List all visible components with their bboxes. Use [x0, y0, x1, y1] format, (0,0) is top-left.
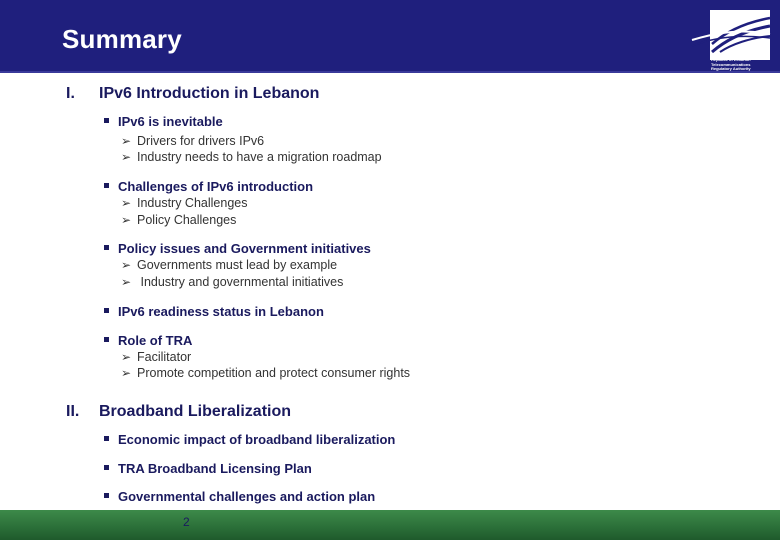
- bullet-item: [104, 114, 223, 129]
- bullet-text: IPv6 readiness status in Lebanon: [118, 304, 324, 319]
- bullet-text: Economic impact of broadband liberalization: [118, 432, 396, 447]
- bullet-item: [104, 179, 313, 194]
- sub-bullet-item: [121, 258, 337, 272]
- sub-bullet-item: [121, 213, 236, 227]
- sub-bullet-text: Promote competition and protect consumer rights: [137, 366, 411, 380]
- bullet-item: [104, 461, 312, 476]
- page-number: 2: [183, 515, 190, 529]
- tra-logo-text: [711, 58, 773, 72]
- sub-bullet-text: Policy Challenges: [137, 213, 237, 227]
- arrow-bullet-icon: ➢: [121, 258, 132, 272]
- bullet-text: Governmental challenges and action plan: [118, 489, 376, 504]
- section-numeral: I.: [66, 85, 75, 102]
- sub-bullet-text: Industry and governmental initiatives: [137, 275, 344, 289]
- logo-text-line: Republic of Lebanon: [711, 57, 751, 62]
- square-bullet-icon: [104, 465, 109, 470]
- bullet-text: Role of TRA: [118, 333, 193, 348]
- arrow-bullet-icon: ➢: [121, 366, 132, 380]
- square-bullet-icon: [104, 118, 109, 123]
- sub-bullet-item: [121, 275, 343, 289]
- bullet-item: [104, 304, 324, 319]
- sub-bullet-text: Industry needs to have a migration roadmap: [137, 150, 382, 164]
- sub-bullet-text: Governments must lead by example: [137, 258, 338, 272]
- square-bullet-icon: [104, 337, 109, 342]
- footer-bar: [0, 510, 780, 540]
- bullet-text: TRA Broadband Licensing Plan: [118, 461, 312, 476]
- section-title: Broadband Liberalization: [99, 403, 292, 420]
- sub-bullet-text: Facilitator: [137, 350, 192, 364]
- logo-text-line: Telecommunications: [711, 61, 751, 67]
- bullet-item: [104, 489, 375, 504]
- bullet-item: [104, 432, 395, 447]
- section-numeral: II.: [66, 403, 80, 420]
- bullet-text: Policy issues and Government initiatives: [118, 241, 371, 256]
- arrow-bullet-icon: ➢: [121, 275, 132, 289]
- bullet-text: IPv6 is inevitable: [118, 114, 223, 129]
- arrow-bullet-icon: ➢: [121, 213, 132, 227]
- sub-bullet-item: [121, 150, 382, 164]
- sub-bullet-item: [121, 350, 191, 364]
- title-bar-divider: [0, 71, 780, 73]
- square-bullet-icon: [104, 436, 109, 441]
- section-title: IPv6 Introduction in Lebanon: [99, 85, 320, 102]
- sub-bullet-item: [121, 196, 247, 210]
- arrow-bullet-icon: ➢: [121, 150, 132, 164]
- square-bullet-icon: [104, 245, 109, 250]
- sub-bullet-item: [121, 366, 410, 380]
- arrow-bullet-icon: ➢: [121, 134, 132, 148]
- arrow-bullet-icon: ➢: [121, 196, 132, 210]
- bullet-item: [104, 333, 192, 348]
- bullet-item: [104, 241, 371, 256]
- arrow-bullet-icon: ➢: [121, 350, 132, 364]
- sub-bullet-text: Industry Challenges: [137, 196, 248, 210]
- logo-text-line: Regulatory Authority: [711, 66, 751, 71]
- square-bullet-icon: [104, 308, 109, 313]
- square-bullet-icon: [104, 183, 109, 188]
- slide-title: Summary: [62, 24, 182, 54]
- sub-bullet-item: [121, 134, 264, 148]
- bullet-text: Challenges of IPv6 introduction: [118, 179, 314, 194]
- square-bullet-icon: [104, 493, 109, 498]
- sub-bullet-text: Drivers for drivers IPv6: [137, 134, 265, 148]
